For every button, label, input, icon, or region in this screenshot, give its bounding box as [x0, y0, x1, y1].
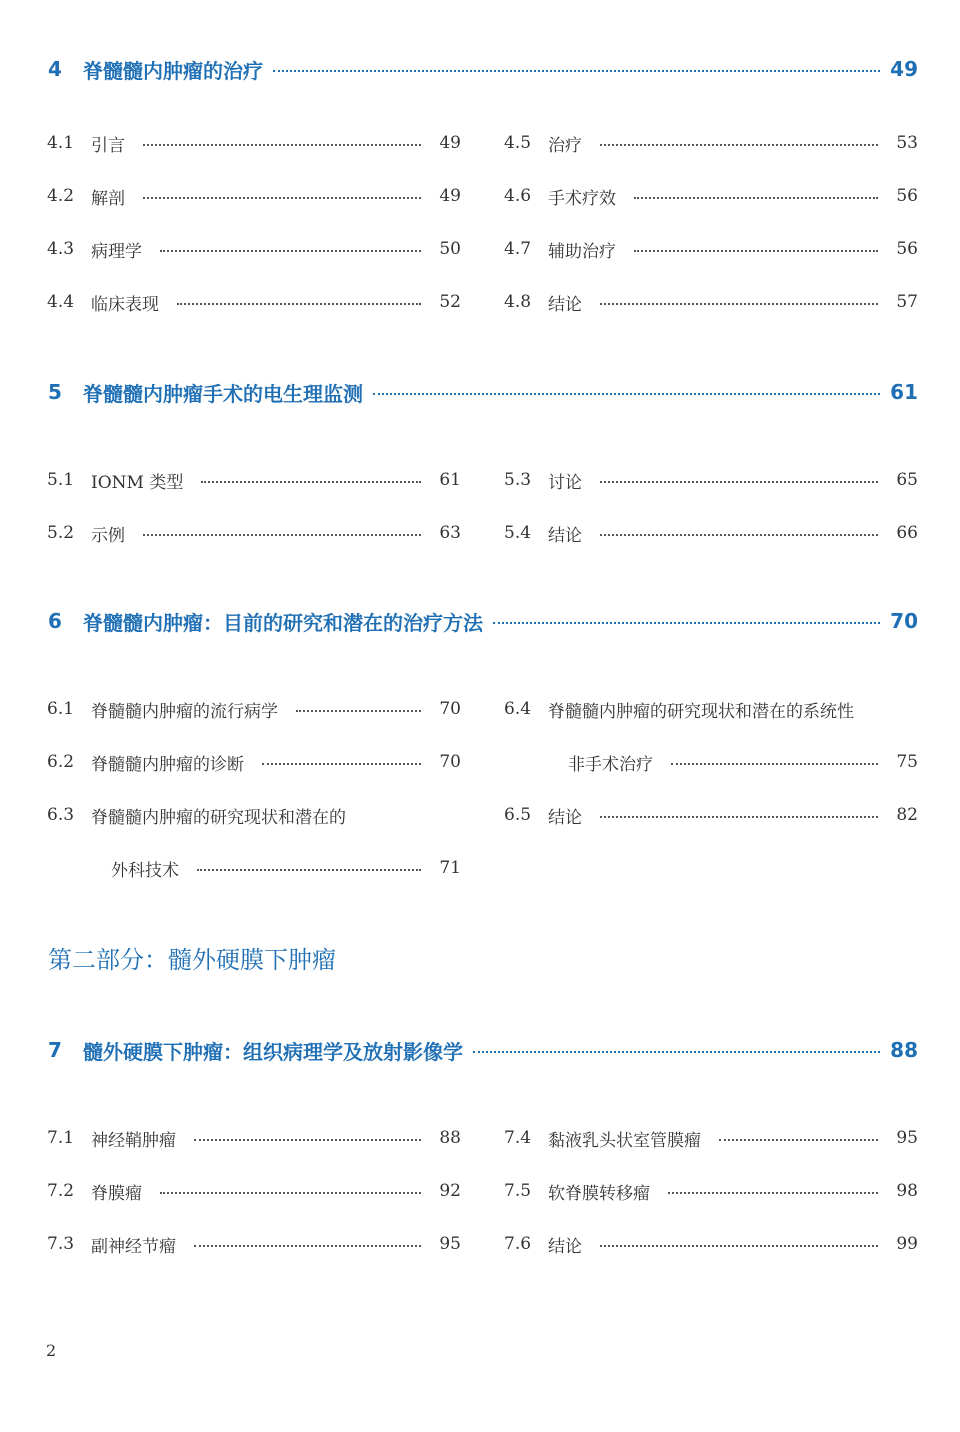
section-number: 7.5 [504, 1181, 532, 1201]
section-number: 4.6 [504, 186, 532, 206]
page-number: 95 [439, 1234, 461, 1254]
page-number: 75 [896, 752, 918, 772]
section-title: 结论 [548, 525, 582, 546]
section-title: 脊髓髓内肿瘤的诊断 [91, 754, 244, 775]
toc-entry-5-3[interactable] [504, 467, 918, 493]
toc-entry-6-4[interactable] [504, 696, 918, 722]
section-title: 引言 [91, 135, 125, 156]
dot-leader [473, 1051, 880, 1053]
section-title: 治疗 [548, 135, 582, 156]
toc-entry-4-3[interactable] [47, 236, 461, 262]
toc-entry-4-8[interactable] [504, 289, 918, 315]
toc-entry-7-4[interactable] [504, 1125, 918, 1151]
toc-entry-4-1[interactable] [47, 130, 461, 156]
section-number: 4.1 [47, 133, 75, 153]
chapter-page-number: 88 [890, 1038, 918, 1062]
section-number: 7.1 [47, 1128, 75, 1148]
dot-leader [262, 763, 421, 765]
chapter-heading-4[interactable] [48, 54, 918, 84]
page-number: 49 [439, 186, 461, 206]
section-title: 结论 [548, 807, 582, 828]
dot-leader [373, 393, 880, 395]
chapter-page-number: 61 [890, 380, 918, 404]
page-number: 61 [439, 470, 461, 490]
toc-entry-7-3[interactable] [47, 1231, 461, 1257]
dot-leader [201, 481, 421, 483]
section-title: 手术疗效 [548, 188, 616, 209]
toc-entry-5-1[interactable] [47, 467, 461, 493]
chapter-page-number: 49 [890, 57, 918, 81]
section-number: 6.1 [47, 699, 75, 719]
dot-leader [197, 869, 421, 871]
chapter-title: 髓外硬膜下肿瘤：组织病理学及放射影像学 [83, 1039, 463, 1064]
chapter-heading-6[interactable] [48, 606, 918, 636]
chapter-number: 4 [48, 57, 62, 81]
page-number: 92 [439, 1181, 461, 1201]
section-number: 7.2 [47, 1181, 75, 1201]
section-number: 4.7 [504, 239, 532, 259]
page-number: 70 [439, 699, 461, 719]
page-number: 56 [896, 239, 918, 259]
chapter-number: 7 [48, 1038, 62, 1062]
toc-entry-4-2[interactable] [47, 183, 461, 209]
page-number: 99 [896, 1234, 918, 1254]
section-title: 副神经节瘤 [91, 1236, 176, 1257]
toc-entry-7-5[interactable] [504, 1178, 918, 1204]
section-title: 脊髓髓内肿瘤的研究现状和潜在的系统性 [548, 701, 854, 722]
dot-leader [600, 303, 878, 305]
section-number: 5.3 [504, 470, 532, 490]
section-title-continued: 非手术治疗 [568, 754, 653, 775]
section-title: 软脊膜转移瘤 [548, 1183, 650, 1204]
section-title: 结论 [548, 1236, 582, 1257]
toc-entry-4-4[interactable] [47, 289, 461, 315]
section-title: 病理学 [91, 241, 142, 262]
dot-leader [160, 250, 421, 252]
section-number: 4.3 [47, 239, 75, 259]
section-number: 6.3 [47, 805, 75, 825]
section-number: 4.8 [504, 292, 532, 312]
dot-leader [194, 1139, 421, 1141]
toc-entry-6-5[interactable] [504, 802, 918, 828]
dot-leader [194, 1245, 421, 1247]
toc-entry-4-7[interactable] [504, 236, 918, 262]
dot-leader [160, 1192, 421, 1194]
page-number: 71 [439, 858, 461, 878]
dot-leader [273, 70, 880, 72]
page-number: 66 [896, 523, 918, 543]
dot-leader [296, 710, 421, 712]
section-title: 讨论 [548, 472, 582, 493]
section-title: 解剖 [91, 188, 125, 209]
dot-leader [600, 816, 878, 818]
toc-entry-5-2[interactable] [47, 520, 461, 546]
page-folio-number: 2 [46, 1341, 57, 1360]
page-number: 50 [439, 239, 461, 259]
section-number: 5.1 [47, 470, 75, 490]
page-number: 95 [896, 1128, 918, 1148]
section-title: IONM 类型 [91, 472, 184, 493]
section-number: 6.5 [504, 805, 532, 825]
toc-entry-6-2[interactable] [47, 749, 461, 775]
section-title: 神经鞘肿瘤 [91, 1130, 176, 1151]
toc-entry-6-4-continued[interactable] [504, 749, 918, 775]
section-title: 黏液乳头状室管膜瘤 [548, 1130, 701, 1151]
section-title: 辅助治疗 [548, 241, 616, 262]
dot-leader [671, 763, 878, 765]
section-title: 临床表现 [91, 294, 159, 315]
dot-leader [719, 1139, 878, 1141]
toc-entry-4-5[interactable] [504, 130, 918, 156]
toc-entry-7-1[interactable] [47, 1125, 461, 1151]
section-title: 示例 [91, 525, 125, 546]
page-number: 57 [896, 292, 918, 312]
chapter-heading-5[interactable] [48, 377, 918, 407]
section-number: 7.3 [47, 1234, 75, 1254]
section-title: 结论 [548, 294, 582, 315]
dot-leader [493, 622, 880, 624]
page-number: 70 [439, 752, 461, 772]
section-number: 6.4 [504, 699, 532, 719]
dot-leader [634, 250, 878, 252]
chapter-number: 5 [48, 380, 62, 404]
section-number: 4.4 [47, 292, 75, 312]
dot-leader [600, 1245, 878, 1247]
toc-entry-6-1[interactable] [47, 696, 461, 722]
dot-leader [600, 144, 878, 146]
section-number: 4.5 [504, 133, 532, 153]
dot-leader [143, 534, 421, 536]
page-number: 49 [439, 133, 461, 153]
chapter-number: 6 [48, 609, 62, 633]
section-title: 脊膜瘤 [91, 1183, 142, 1204]
dot-leader [668, 1192, 878, 1194]
section-title-continued: 外科技术 [111, 860, 179, 881]
page-number: 88 [439, 1128, 461, 1148]
section-title: 脊髓髓内肿瘤的研究现状和潜在的 [91, 807, 346, 828]
chapter-title: 脊髓髓内肿瘤：目前的研究和潜在的治疗方法 [83, 610, 483, 635]
dot-leader [634, 197, 878, 199]
page-number: 63 [439, 523, 461, 543]
chapter-page-number: 70 [890, 609, 918, 633]
page-number: 52 [439, 292, 461, 312]
section-number: 6.2 [47, 752, 75, 772]
toc-entry-7-6[interactable] [504, 1231, 918, 1257]
section-number: 4.2 [47, 186, 75, 206]
section-number: 5.2 [47, 523, 75, 543]
toc-entry-6-3-continued[interactable] [47, 855, 461, 881]
section-number: 7.6 [504, 1234, 532, 1254]
dot-leader [143, 197, 421, 199]
dot-leader [600, 481, 878, 483]
dot-leader [177, 303, 421, 305]
section-title: 脊髓髓内肿瘤的流行病学 [91, 701, 278, 722]
page-number: 53 [896, 133, 918, 153]
section-number: 5.4 [504, 523, 532, 543]
section-number: 7.4 [504, 1128, 532, 1148]
page-number: 82 [896, 805, 918, 825]
page-number: 98 [896, 1181, 918, 1201]
dot-leader [143, 144, 421, 146]
chapter-heading-7[interactable] [48, 1035, 918, 1065]
chapter-title: 脊髓髓内肿瘤手术的电生理监测 [83, 381, 363, 406]
toc-entry-7-2[interactable] [47, 1178, 461, 1204]
page-number: 56 [896, 186, 918, 206]
toc-entry-5-4[interactable] [504, 520, 918, 546]
dot-leader [600, 534, 878, 536]
page-number: 65 [896, 470, 918, 490]
toc-entry-6-3[interactable] [47, 802, 461, 828]
part-heading: 第二部分：髓外硬膜下肿瘤 [48, 946, 336, 974]
chapter-title: 脊髓髓内肿瘤的治疗 [83, 58, 263, 83]
toc-entry-4-6[interactable] [504, 183, 918, 209]
